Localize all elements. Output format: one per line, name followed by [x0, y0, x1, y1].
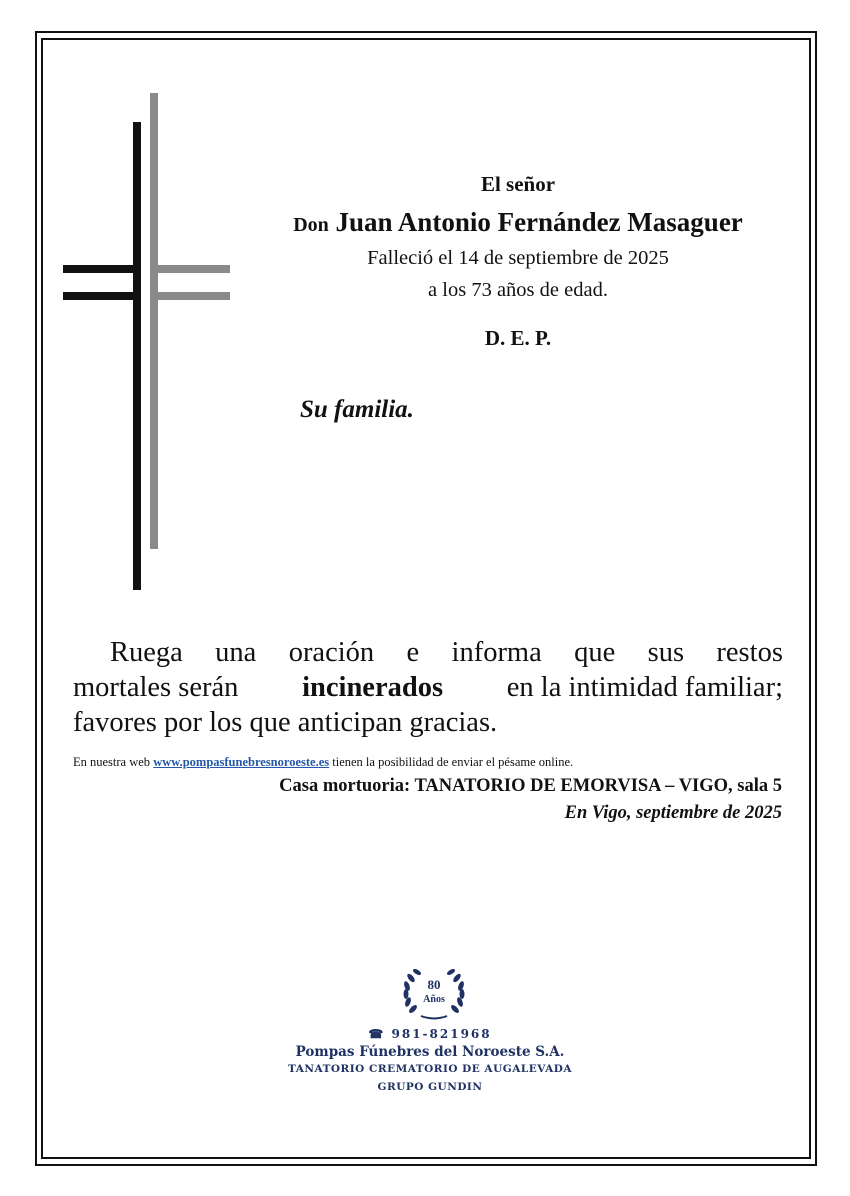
message-line-2 [73, 670, 783, 705]
message-word: Ruega [110, 637, 183, 668]
logo-number: 80 [427, 977, 441, 992]
footer-phone [240, 1027, 620, 1041]
message-emphasis: incinerados [302, 672, 444, 703]
message-word: sus [647, 637, 685, 668]
message-word: oración [288, 637, 375, 668]
rip-text: D. E. P. [484, 326, 552, 350]
cross-dark-vertical [133, 122, 141, 590]
web-note-before: En nuestra web [73, 755, 151, 769]
footer-grupo: GRUPO GUNDIN [377, 1081, 483, 1093]
anniversary-logo [399, 965, 469, 1023]
cross-dark-arm-bottom [63, 292, 141, 300]
message-word: restos [716, 637, 783, 668]
logo-text: Años [423, 994, 445, 1005]
message-line-1 [73, 635, 783, 670]
family-signature: Su familia. [300, 396, 414, 423]
phone-number: 981-821968 [391, 1027, 492, 1041]
web-note [73, 755, 573, 770]
age-text: a los 73 años de edad. [428, 279, 608, 301]
message-word: que [574, 637, 616, 668]
message-line-3: favores por los que anticipan gracias. [73, 707, 498, 738]
cross-gray-vertical [150, 93, 158, 549]
funeral-home [279, 776, 782, 797]
deceased-name [248, 207, 788, 238]
website-link[interactable]: www.pompasfunebresnoroeste.es [153, 755, 330, 769]
cross-dark-arm-top [63, 265, 141, 273]
name-prefix: Don [293, 214, 329, 236]
footer-tanatorio: TANATORIO CREMATORIO DE AUGALEVADA [288, 1063, 572, 1075]
message-word: e [406, 637, 420, 668]
phone-icon: ☎ [368, 1027, 386, 1041]
intro-text: El señor [480, 172, 556, 196]
name-text: Juan Antonio Fernández Masaguer [335, 207, 743, 237]
funeral-home-place: TANATORIO DE EMORVISA – VIGO [414, 776, 729, 796]
cross-gray-arm-top [150, 265, 230, 273]
message-text: mortales serán [73, 672, 239, 703]
web-note-after: tienen la posibilidad de enviar el pésame online. [332, 755, 574, 769]
funeral-home-label: Casa mortuoria: [279, 776, 411, 796]
place-date: En Vigo, septiembre de 2025 [564, 803, 782, 823]
footer-company: Pompas Fúnebres del Noroeste S.A. [295, 1044, 565, 1060]
message-text: en la intimidad familiar; [506, 672, 783, 703]
funeral-home-room: , sala 5 [728, 776, 782, 796]
cross-gray-arm-bottom [150, 292, 230, 300]
message-word: una [215, 637, 257, 668]
message-word: informa [451, 637, 542, 668]
death-date: Falleció el 14 de septiembre de 2025 [367, 247, 669, 269]
